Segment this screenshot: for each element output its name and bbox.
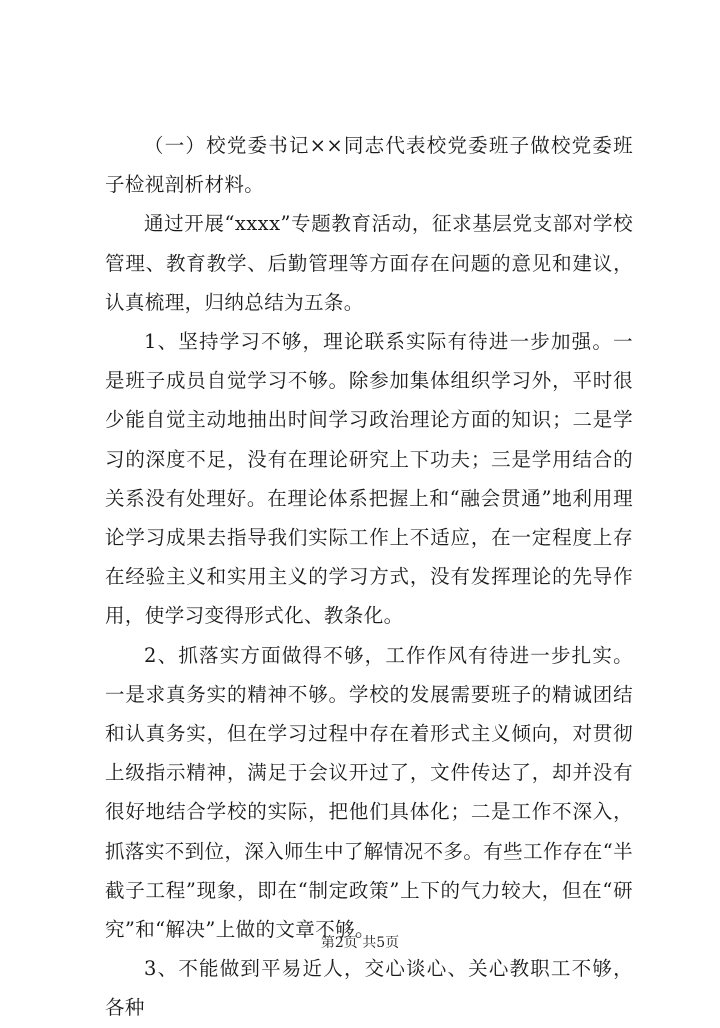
paragraph-item-3: 3、不能做到平易近人，交心谈心、关心教职工不够，各种 xyxy=(105,957,633,1020)
paragraph-heading: （一）校党委书记××同志代表校党委班子做校党委班子检视剖析材料。 xyxy=(105,134,633,197)
document-body xyxy=(105,126,633,1028)
page-footer xyxy=(0,932,720,952)
page-number: 第2页 共5页 xyxy=(320,935,400,951)
paragraph-intro: 通过开展“xxxx”专题教育活动，征求基层党支部对学校管理、教育教学、后勤管理等方面存在问题的意见和建议，认真梳理，归纳总结为五条。 xyxy=(105,212,633,314)
paragraph-item-1: 1、坚持学习不够，理论联系实际有待进一步加强。一是班子成员自觉学习不够。除参加集体组织学习外，平时很少能自觉主动地抽出时间学习政治理论方面的知识；二是学习的深度不足，没有在理论研究上下功夫；三是学用结合的关系没有处理好。在理论体系把握上和“融会贯通”地利用理论学习成果去指导我们实际工作上不适应，在一定程度上存在经验主义和实用主义的学习方式，没有发挥理论的先导作用，使学习变得形式化、教条化。 xyxy=(105,330,633,628)
paragraph-item-2: 2、抓落实方面做得不够，工作作风有待进一步扎实。一是求真务实的精神不够。学校的发展需要班子的精诚团结和认真务实，但在学习过程中存在着形式主义倾向，对贯彻上级指示精神，满足于会议开过了，文件传达了，却并没有很好地结合学校的实际，把他们具体化；二是工作不深入，抓落实不到位，深入师生中了解情况不多。有些工作存在“半截子工程”现象，即在“制定政策”上下的气力较大，但在“研究”和“解决”上做的文章不够。 xyxy=(105,643,633,942)
